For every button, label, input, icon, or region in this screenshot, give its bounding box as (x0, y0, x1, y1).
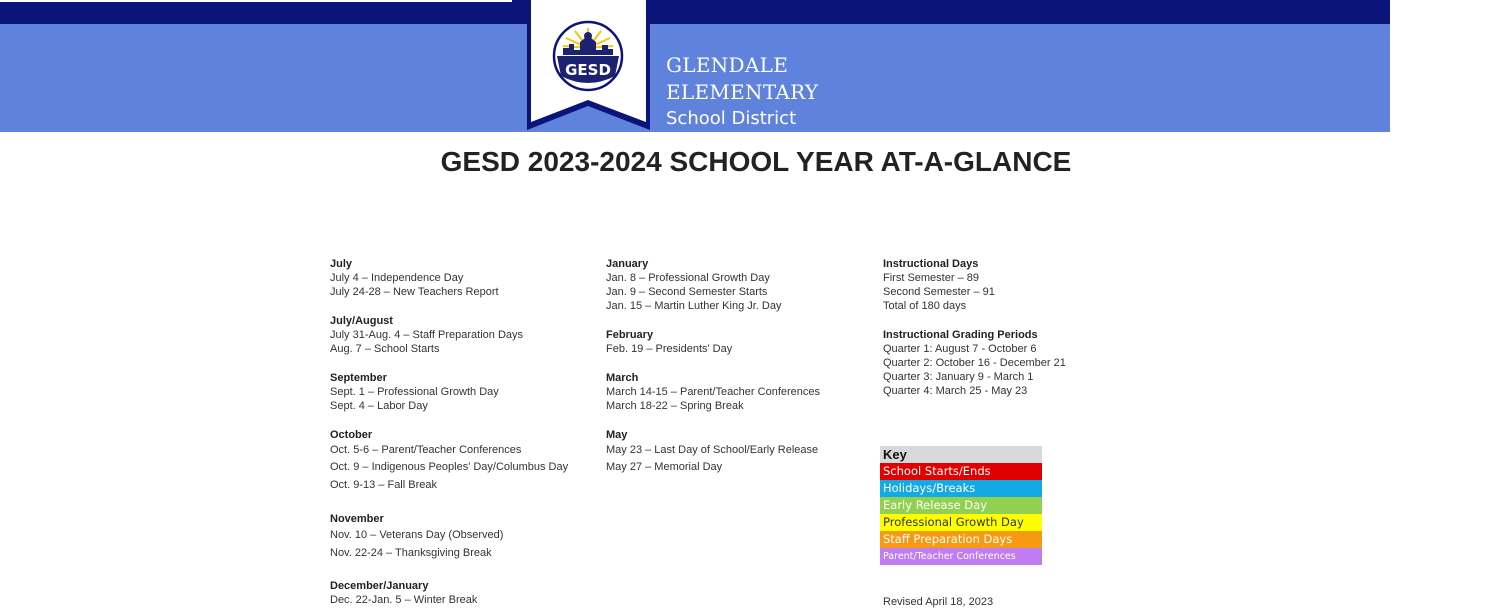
event-line: Aug. 7 – School Starts (330, 343, 440, 355)
section-heading: November (330, 513, 384, 525)
color-key (880, 446, 1042, 565)
key-item-parent-teacher-conferences: Parent/Teacher Conferences (880, 548, 1042, 565)
key-item-early-release-day: Early Release Day (880, 497, 1042, 514)
section-heading: July (330, 258, 353, 270)
logo-badge-text: GESD (565, 61, 611, 79)
event-line: Oct. 5-6 – Parent/Teacher Conferences (330, 444, 522, 456)
event-line: March 14-15 – Parent/Teacher Conferences (606, 386, 821, 398)
key-item-professional-growth-day: Professional Growth Day (880, 514, 1042, 531)
revised-date: Revised April 18, 2023 (883, 596, 994, 608)
event-line: Jan. 15 – Martin Luther King Jr. Day (606, 300, 782, 312)
section-heading: May (606, 429, 628, 441)
event-line: Sept. 4 – Labor Day (330, 400, 428, 412)
section-heading: January (606, 258, 649, 270)
top-line (0, 0, 512, 2)
event-line: Oct. 9 – Indigenous Peoples' Day/Columbus Day (330, 461, 569, 473)
district-line-1: GLENDALE (666, 53, 789, 77)
info-line: Total of 180 days (883, 300, 967, 312)
key-item-holidays-breaks: Holidays/Breaks (880, 480, 1042, 497)
key-item-school-starts-ends: School Starts/Ends (880, 463, 1042, 480)
event-line: Oct. 9-13 – Fall Break (330, 479, 437, 491)
calendar-column-3 (883, 257, 1066, 398)
top-bar (0, 0, 1390, 24)
key-title: Key (880, 446, 1042, 463)
district-name (666, 52, 818, 132)
info-line: Quarter 4: March 25 - May 23 (883, 385, 1028, 397)
info-line: Quarter 2: October 16 - December 21 (883, 357, 1066, 369)
district-logo (527, 0, 650, 130)
section-heading: Instructional Grading Periods (883, 329, 1038, 341)
info-line: Quarter 3: January 9 - March 1 (883, 371, 1034, 383)
section-heading: October (330, 429, 373, 441)
section-heading: February (606, 329, 654, 341)
section-heading: September (330, 372, 387, 384)
event-line: Jan. 9 – Second Semester Starts (606, 286, 768, 298)
event-line: May 27 – Memorial Day (606, 461, 723, 473)
event-line: March 18-22 – Spring Break (606, 400, 744, 412)
section-heading: Instructional Days (883, 258, 979, 270)
event-line: Nov. 10 – Veterans Day (Observed) (330, 529, 504, 541)
event-line: Jan. 8 – Professional Growth Day (606, 272, 770, 284)
event-line: Dec. 22-Jan. 5 – Winter Break (330, 594, 478, 606)
page-title: GESD 2023-2024 SCHOOL YEAR AT-A-GLANCE (440, 146, 1072, 177)
event-line: Sept. 1 – Professional Growth Day (330, 386, 499, 398)
event-line: Nov. 22-24 – Thanksgiving Break (330, 547, 492, 559)
event-line: May 23 – Last Day of School/Early Release (606, 444, 819, 456)
calendar-column-1 (330, 257, 600, 607)
info-line: Quarter 1: August 7 - October 6 (883, 343, 1037, 355)
event-line: July 31-Aug. 4 – Staff Preparation Days (330, 329, 524, 341)
key-item-staff-preparation-days: Staff Preparation Days (880, 531, 1042, 548)
event-line: Feb. 19 – Presidents' Day (606, 343, 733, 355)
info-line: First Semester – 89 (883, 272, 979, 284)
section-heading: December/January (330, 580, 429, 592)
calendar-column-2 (606, 257, 876, 476)
district-line-3: School District (666, 108, 797, 129)
section-heading: March (606, 372, 639, 384)
district-line-2: ELEMENTARY (666, 80, 819, 104)
event-line: July 4 – Independence Day (330, 272, 464, 284)
event-line: July 24-28 – New Teachers Report (330, 286, 499, 298)
info-line: Second Semester – 91 (883, 286, 995, 298)
section-heading: July/August (330, 315, 393, 327)
